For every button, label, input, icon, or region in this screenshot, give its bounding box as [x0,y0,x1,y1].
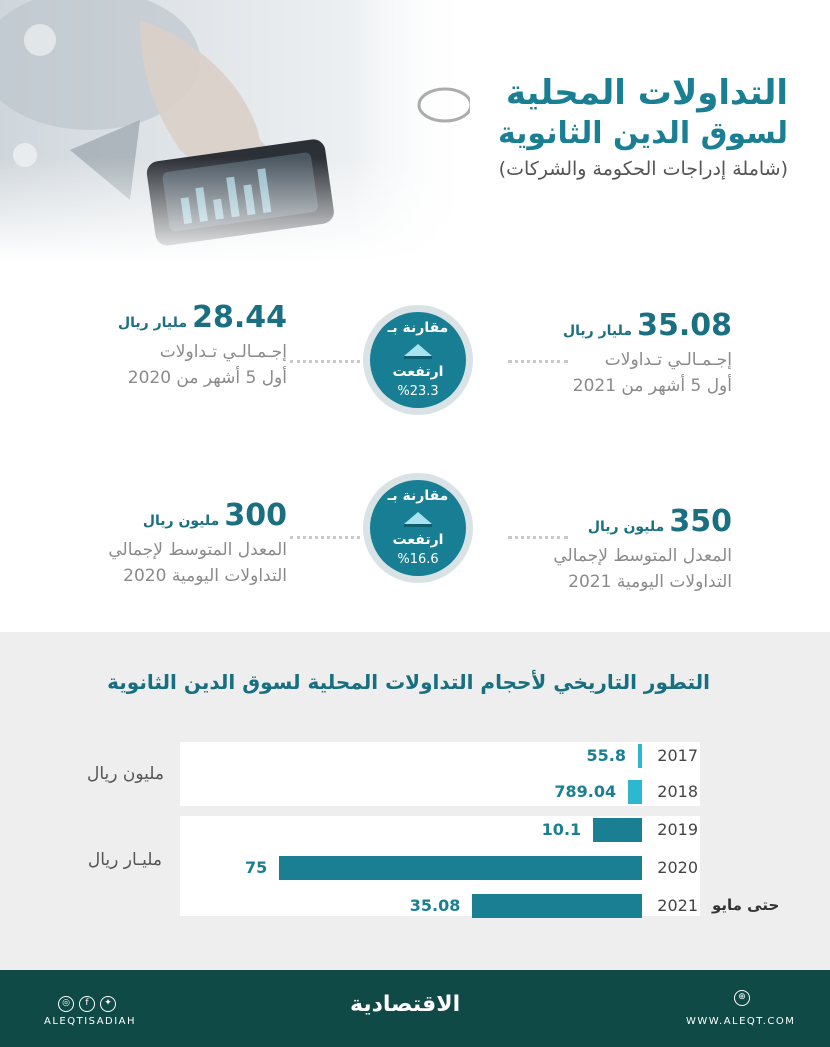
stat-2020-daily [67,498,287,589]
website-link[interactable]: WWW.ALEQT.COM [686,1016,796,1027]
bar-value-label: 75 [245,858,268,877]
dotted-connector [290,536,360,539]
stat-value: 28.44 [192,300,287,335]
hero-photo-illustration [0,0,470,262]
comparison-row-total [0,300,830,430]
badge-label-rose: ارتفعت [392,532,444,548]
bar-value-label: 35.08 [409,896,461,915]
page-subtitle: (شاملة إدراجات الحكومة والشركات) [498,158,788,180]
stat-desc-line2: التداولات اليومية 2020 [123,566,287,586]
stat-desc-line2: أول 5 أشهر من 2021 [572,376,732,396]
stat-unit: مليار ريال [117,315,187,331]
stat-value: 300 [224,498,287,533]
globe-icon: ⊕ [734,990,750,1006]
arrow-up-icon [404,512,432,524]
twitter-icon[interactable]: ✦ [100,996,116,1012]
year-label: 2020 [657,858,698,877]
page-title-line2: لسوق الدين الثانوية [497,116,788,151]
bar-value-label: 10.1 [541,820,582,839]
footer-bar [0,970,830,1047]
year-label: 2018 [657,782,698,801]
stat-value: 35.08 [637,308,732,343]
bar-2021 [472,894,642,918]
arrow-base [404,524,432,527]
stat-desc-line2: أول 5 أشهر من 2020 [127,368,287,388]
arrow-up-icon [404,344,432,356]
stat-desc-line2: التداولات اليومية 2021 [568,572,732,592]
facebook-icon[interactable]: f [79,996,95,1012]
badge-percent: %23.3 [397,384,439,399]
badge-percent: %16.6 [397,552,439,567]
stat-2020-total [67,300,287,391]
badge-label-compare: مقارنة بـ [387,488,449,504]
dotted-connector [508,536,568,539]
page-title-line1: التداولات المحلية [505,73,788,113]
social-handle: ALEQTISADIAH [44,1016,137,1027]
stat-desc-line1: إجـمـالـي تـداولات [159,342,287,362]
year-label: 2017 [657,746,698,765]
brand-logo: الاقتصادية [350,992,461,1017]
bar-value-label: 55.8 [586,746,626,765]
stat-desc-line1: المعدل المتوسط لإجمالي [553,546,732,566]
arrow-base [404,356,432,359]
group-unit-label: مليـار ريال [87,850,162,870]
badge-label-compare: مقارنة بـ [387,320,449,336]
year-label: 2019 [657,820,698,839]
comparison-badge [370,480,466,576]
instagram-icon[interactable]: ◎ [58,996,74,1012]
hero-title-block [498,72,788,184]
stat-desc-line1: المعدل المتوسط لإجمالي [108,540,287,560]
stat-2021-total [512,308,732,399]
badge-label-rose: ارتفعت [392,364,444,380]
stat-unit: مليون ريال [587,519,665,535]
dotted-connector [508,360,568,363]
stat-value: 350 [669,504,732,539]
bar-2019 [593,818,642,842]
bar-2020 [279,856,642,880]
social-icons [58,990,121,1012]
group-unit-label: مليون ريال [86,764,164,784]
stat-2021-daily [512,504,732,595]
stat-desc-line1: إجـمـالـي تـداولات [604,350,732,370]
dotted-connector [290,360,360,363]
until-may-note: حتى مايو [712,896,780,914]
comparison-badge [370,312,466,408]
hero-header [0,0,830,262]
year-label: 2021 [657,896,698,915]
stat-unit: مليار ريال [562,323,632,339]
chart-title: التطور التاريخي لأحجام التداولات المحلية لسوق الدين الثانوية [107,670,710,694]
bar-value-label: 789.04 [554,782,617,801]
comparison-row-daily-average [0,478,830,608]
chart-section [0,632,830,970]
stat-unit: مليون ريال [142,513,220,529]
